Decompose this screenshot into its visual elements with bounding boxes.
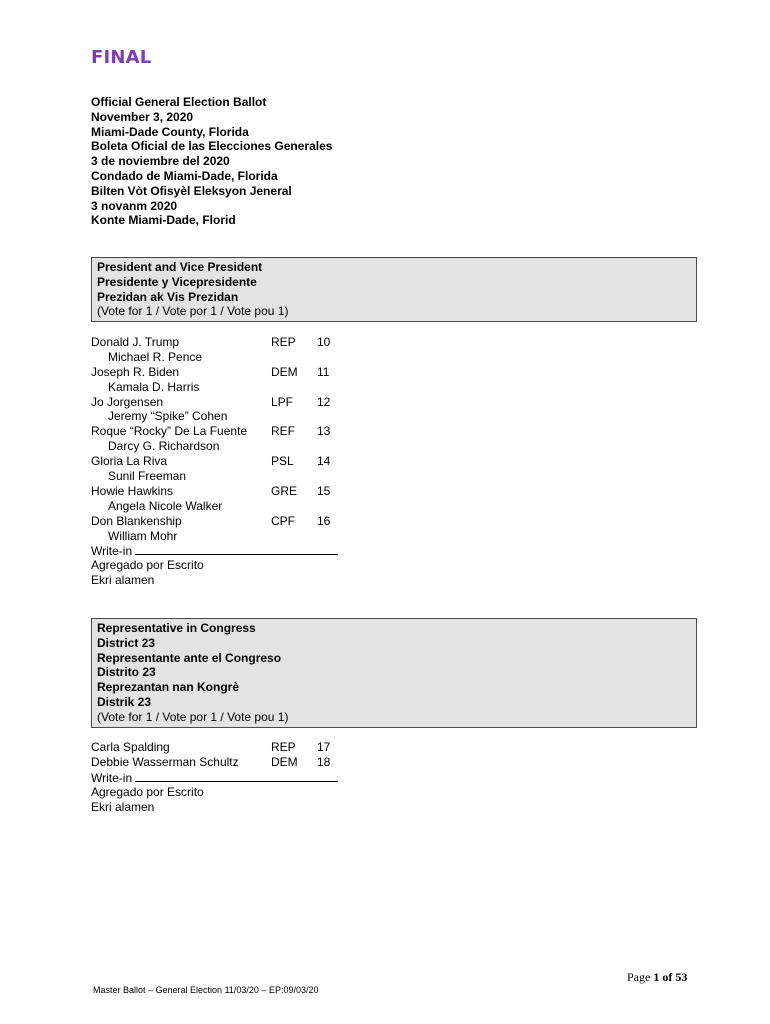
candidate-party: DEM: [271, 364, 298, 379]
candidate-party: REF: [271, 424, 295, 439]
candidate-name: Gloria La Riva: [91, 454, 168, 469]
candidate-row[interactable]: [91, 335, 391, 350]
candidate-party: REP: [271, 335, 296, 349]
header-line: Boleta Oficial de las Elecciones Generales: [91, 139, 333, 154]
running-mate: Sunil Freeman: [108, 469, 187, 484]
contest-title: Prezidan ak Vis Prezidan: [97, 289, 239, 304]
candidate-number: 16: [317, 513, 331, 528]
contest-title: Representative in Congress: [97, 621, 256, 635]
writein-label-es: Agregado por Escrito: [91, 558, 204, 573]
header-line: Official General Election Ballot: [91, 95, 267, 109]
candidate-number: 11: [317, 364, 330, 379]
writein-row[interactable]: [91, 770, 391, 785]
candidate-name: Donald J. Trump: [91, 335, 180, 349]
writein-line[interactable]: [135, 543, 338, 555]
footer-text: Master Ballot – General Election 11/03/20 – EP:09/03/20: [93, 985, 319, 995]
candidate-row[interactable]: [91, 395, 391, 410]
running-mate: Kamala D. Harris: [108, 379, 200, 394]
candidate-row[interactable]: [91, 365, 391, 380]
page-label: Page: [627, 970, 651, 984]
header-line: Condado de Miami-Dade, Florida: [91, 168, 278, 183]
candidate-number: 14: [317, 454, 331, 469]
header-line: 3 de noviembre del 2020: [91, 154, 230, 169]
final-stamp: FINAL: [91, 47, 152, 68]
candidate-row[interactable]: [91, 424, 391, 439]
candidate-row[interactable]: [91, 755, 391, 770]
candidate-name: Jo Jorgensen: [91, 394, 164, 409]
candidate-row[interactable]: [91, 484, 391, 499]
page-of: of: [662, 970, 673, 984]
ballot-header: [91, 95, 332, 228]
contest-title: President and Vice President: [97, 260, 263, 274]
writein-label-es: Agregado por Escrito: [91, 784, 204, 799]
running-mate: Angela Nicole Walker: [108, 498, 223, 513]
page-total: 53: [675, 970, 688, 984]
candidate-number: 15: [317, 483, 331, 498]
candidate-party: GRE: [271, 483, 298, 498]
running-mate: Michael R. Pence: [108, 349, 203, 364]
writein-label: Write-in: [91, 770, 133, 785]
contest-title: District 23: [97, 635, 156, 650]
writein-label-ht: Ekri alamen: [91, 573, 155, 588]
candidate-party: REP: [271, 740, 296, 754]
candidate-number: 13: [317, 424, 331, 439]
candidate-row[interactable]: [91, 740, 391, 755]
candidate-name: Carla Spalding: [91, 740, 170, 754]
writein-label: Write-in: [91, 544, 133, 559]
contest-title: Distrik 23: [97, 694, 152, 709]
candidate-name: Howie Hawkins: [91, 483, 174, 498]
vote-for-instruction: (Vote for 1 / Vote por 1 / Vote pou 1): [97, 709, 289, 724]
writein-row[interactable]: [91, 543, 391, 558]
candidate-party: PSL: [271, 454, 294, 469]
page-number: [627, 970, 687, 985]
candidate-list-president: [91, 335, 391, 588]
contest-title: Representante ante el Congreso: [97, 650, 282, 665]
candidate-name: Debbie Wasserman Schultz: [91, 754, 239, 769]
writein-line[interactable]: [135, 770, 338, 782]
candidate-list-congress: [91, 740, 391, 814]
candidate-party: LPF: [271, 394, 294, 409]
header-line: 3 novanm 2020: [91, 198, 178, 213]
candidate-number: 18: [317, 754, 331, 769]
vote-for-instruction: (Vote for 1 / Vote por 1 / Vote pou 1): [97, 304, 289, 319]
header-line: Miami-Dade County, Florida: [91, 124, 249, 139]
contest-title: Presidente y Vicepresidente: [97, 274, 257, 289]
contest-header-president: [91, 257, 697, 322]
running-mate: Darcy G. Richardson: [108, 439, 220, 454]
candidate-party: CPF: [271, 513, 295, 528]
candidate-name: Roque “Rocky” De La Fuente: [91, 424, 248, 439]
candidate-row[interactable]: [91, 454, 391, 469]
header-line: November 3, 2020: [91, 109, 194, 124]
header-line: Bilten Vòt Ofisyèl Eleksyon Jeneral: [91, 183, 292, 198]
candidate-number: 17: [317, 740, 331, 754]
running-mate: William Mohr: [108, 528, 178, 543]
header-line: Konte Miami-Dade, Florid: [91, 213, 236, 228]
candidate-number: 10: [317, 335, 331, 349]
candidate-row[interactable]: [91, 514, 391, 529]
writein-label-ht: Ekri alamen: [91, 799, 155, 814]
contest-header-congress: [91, 618, 697, 728]
candidate-number: 12: [317, 394, 331, 409]
page-current: 1: [653, 970, 660, 984]
contest-title: Distrito 23: [97, 665, 156, 680]
contest-title: Reprezantan nan Kongrè: [97, 680, 240, 695]
candidate-name: Joseph R. Biden: [91, 364, 180, 379]
running-mate: Jeremy “Spike” Cohen: [108, 409, 228, 424]
candidate-party: DEM: [271, 754, 298, 769]
candidate-name: Don Blankenship: [91, 513, 182, 528]
